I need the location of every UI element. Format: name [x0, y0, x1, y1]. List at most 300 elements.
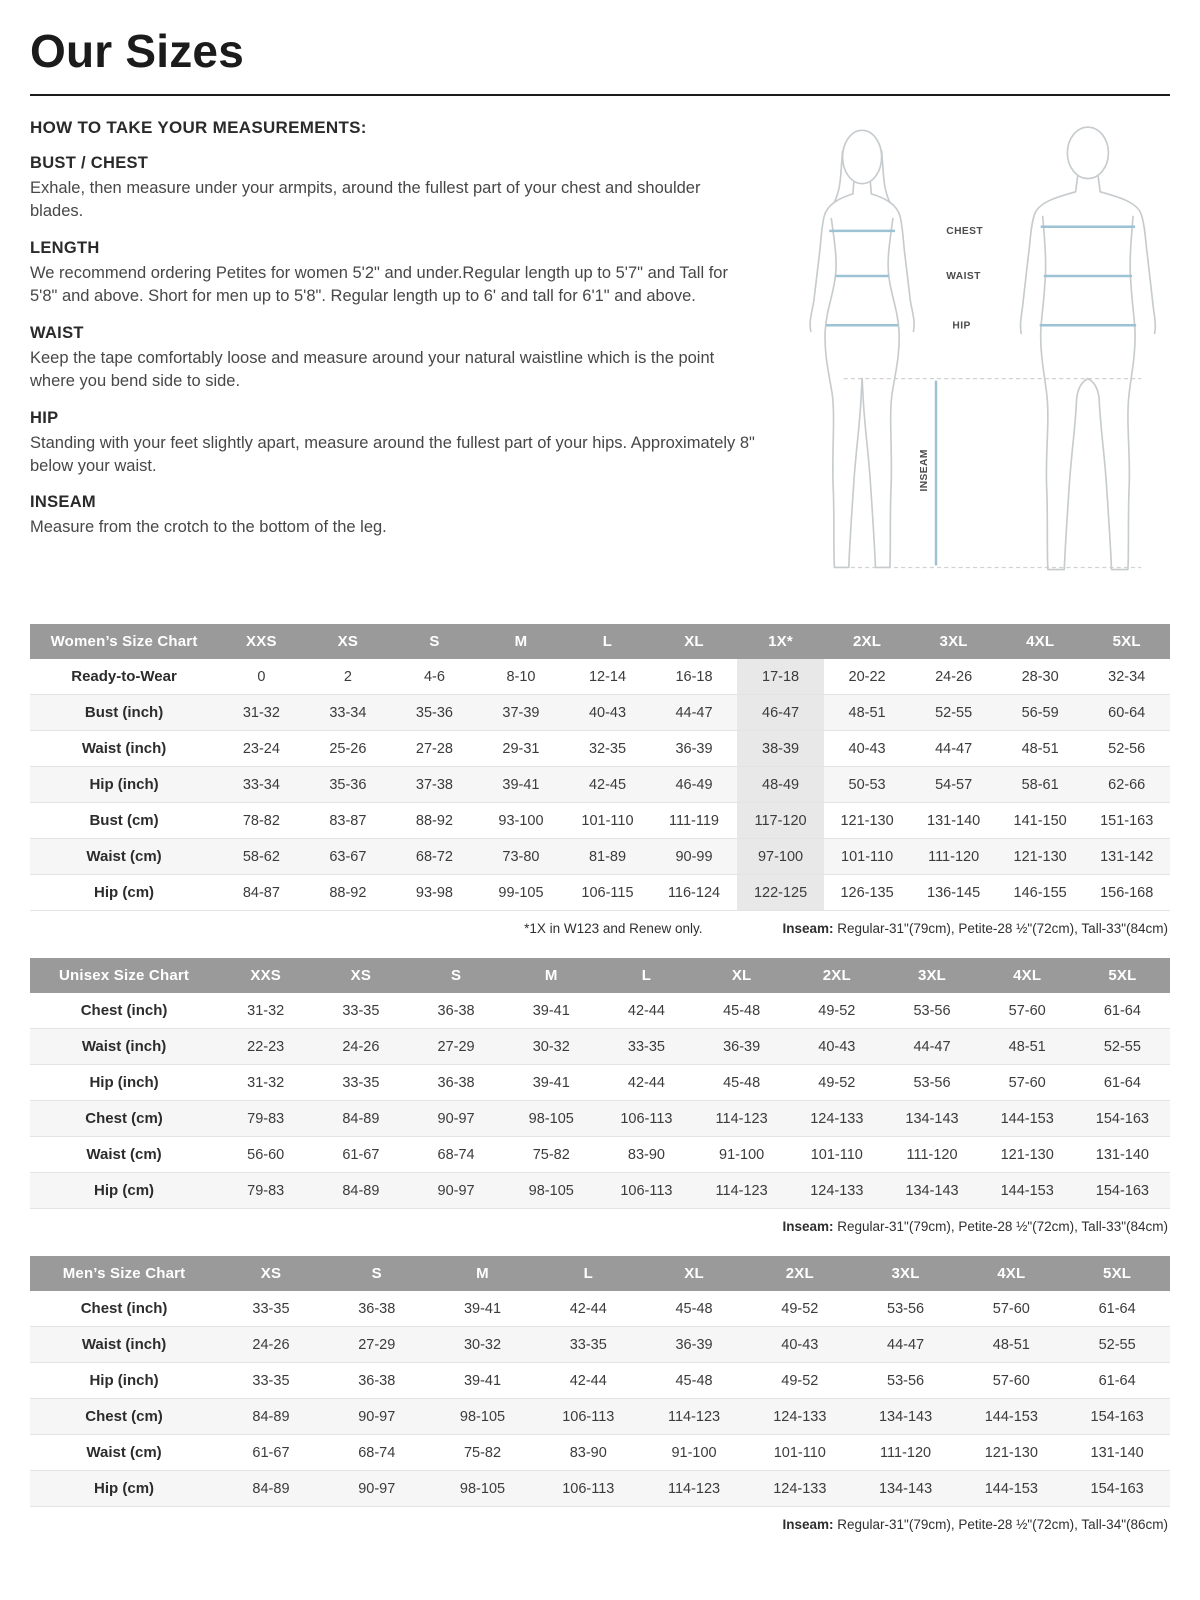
size-value-cell: 38-39 [737, 731, 824, 767]
size-value-cell: 134-143 [905, 1110, 959, 1127]
size-value-cell: 16-18 [675, 668, 713, 685]
size-value-cell: 78-82 [242, 812, 280, 829]
size-column-header: L [564, 624, 651, 659]
table-header-row [30, 1256, 1170, 1291]
size-value-cell: 91-100 [719, 1146, 765, 1163]
size-value-cell: 154-163 [1090, 1480, 1144, 1497]
section-text: We recommend ordering Petites for women 5'2" and under.Regular length up to 5'7" and Tall for 5'8" and above. Short for men up to 5'8". Regular length up to 6' and tall for 6'1" and above. [30, 263, 728, 306]
size-value-cell: 90-97 [358, 1480, 396, 1497]
size-value-cell: 61-64 [1098, 1300, 1136, 1317]
size-column-header: M [430, 1256, 536, 1291]
table-row [30, 731, 1170, 767]
size-value-cell: 131-140 [1090, 1444, 1144, 1461]
row-label: Waist (cm) [86, 1146, 162, 1164]
section-text: Keep the tape comfortably loose and measure around your natural waistline which is the point where you bend side to side. [30, 348, 715, 391]
table-row [30, 659, 1170, 695]
table-row [30, 1029, 1170, 1065]
size-value-cell: 144-153 [984, 1408, 1038, 1425]
size-value-cell: 33-35 [342, 1074, 380, 1091]
size-value-cell: 37-39 [502, 704, 540, 721]
footnote: Inseam: Regular-31"(79cm), Petite-28 ½"(72cm), Tall-33"(84cm) [782, 921, 1168, 937]
size-value-cell: 48-51 [992, 1336, 1030, 1353]
table-title: Unisex Size Chart [30, 958, 218, 993]
size-value-cell: 68-72 [415, 848, 453, 865]
size-value-cell: 121-130 [840, 812, 894, 829]
size-value-cell: 144-153 [1000, 1110, 1054, 1127]
size-column-header: L [599, 958, 694, 993]
measurement-instructions [30, 116, 756, 602]
size-value-cell: 144-153 [984, 1480, 1038, 1497]
size-value-cell: 131-140 [927, 812, 981, 829]
size-value-cell: 79-83 [247, 1182, 285, 1199]
size-value-cell: 151-163 [1100, 812, 1154, 829]
size-value-cell: 91-100 [671, 1444, 717, 1461]
size-value-cell: 97-100 [737, 839, 824, 875]
size-value-cell: 88-92 [329, 884, 367, 901]
waist-diagram-label: WAIST [946, 271, 981, 283]
size-value-cell: 61-64 [1103, 1074, 1141, 1091]
size-value-cell: 33-35 [569, 1336, 607, 1353]
section-hip [30, 409, 756, 479]
size-value-cell: 68-74 [358, 1444, 396, 1461]
size-value-cell: 106-113 [562, 1408, 615, 1425]
size-value-cell: 111-120 [928, 848, 980, 865]
footnote: Inseam: Regular-31"(79cm), Petite-28 ½"(72cm), Tall-34"(86cm) [782, 1517, 1168, 1533]
size-value-cell: 101-110 [810, 1146, 863, 1163]
size-value-cell: 83-87 [329, 812, 367, 829]
section-inseam [30, 493, 756, 539]
size-value-cell: 36-38 [358, 1300, 396, 1317]
size-value-cell: 61-64 [1103, 1002, 1141, 1019]
size-column-header: 2XL [824, 624, 911, 659]
size-value-cell: 111-119 [669, 812, 720, 829]
size-value-cell: 56-60 [247, 1146, 285, 1163]
section-waist [30, 324, 756, 394]
size-value-cell: 57-60 [1008, 1002, 1046, 1019]
instructions-heading: HOW TO TAKE YOUR MEASUREMENTS: [30, 118, 367, 137]
size-value-cell: 42-44 [627, 1002, 665, 1019]
size-value-cell: 57-60 [992, 1372, 1030, 1389]
size-value-cell: 44-47 [675, 704, 713, 721]
size-value-cell: 27-28 [415, 740, 453, 757]
size-value-cell: 75-82 [532, 1146, 570, 1163]
size-value-cell: 4-6 [423, 668, 445, 685]
size-value-cell: 62-66 [1108, 776, 1146, 793]
size-value-cell: 54-57 [935, 776, 973, 793]
size-column-header: 5XL [1075, 958, 1170, 993]
size-value-cell: 36-39 [675, 740, 713, 757]
section-bust-chest [30, 154, 756, 224]
size-value-cell: 111-120 [880, 1444, 932, 1461]
size-value-cell: 114-123 [715, 1182, 768, 1199]
size-value-cell: 35-36 [329, 776, 367, 793]
size-value-cell: 84-89 [342, 1182, 380, 1199]
size-value-cell: 29-31 [502, 740, 540, 757]
table-row [30, 1363, 1170, 1399]
table-row [30, 1137, 1170, 1173]
size-value-cell: 39-41 [463, 1372, 502, 1389]
men-s-size-chart-table [30, 1256, 1170, 1507]
table-row [30, 839, 1170, 875]
size-value-cell: 156-168 [1100, 884, 1154, 901]
size-value-cell: 58-61 [1021, 776, 1059, 793]
size-value-cell: 121-130 [984, 1444, 1038, 1461]
size-value-cell: 52-55 [1103, 1038, 1141, 1055]
row-label: Bust (cm) [89, 812, 159, 830]
footnote: Inseam: Regular-31"(79cm), Petite-28 ½"(72cm), Tall-33"(84cm) [782, 1219, 1168, 1235]
row-label: Waist (cm) [86, 848, 162, 866]
size-value-cell: 93-100 [498, 812, 544, 829]
size-value-cell: 90-99 [675, 848, 713, 865]
size-value-cell: 146-155 [1013, 884, 1067, 901]
row-label: Waist (inch) [81, 740, 167, 758]
size-value-cell: 99-105 [498, 884, 544, 901]
size-value-cell: 98-105 [459, 1480, 506, 1497]
size-value-cell: 32-35 [588, 740, 627, 757]
unisex-size-chart-table [30, 958, 1170, 1209]
size-value-cell: 61-64 [1098, 1372, 1136, 1389]
size-value-cell: 121-130 [1000, 1146, 1054, 1163]
size-value-cell: 141-150 [1013, 812, 1067, 829]
size-value-cell: 111-120 [906, 1146, 958, 1163]
size-value-cell: 131-142 [1100, 848, 1154, 865]
size-value-cell: 52-55 [1098, 1336, 1136, 1353]
size-value-cell: 45-48 [723, 1002, 761, 1019]
size-value-cell: 25-26 [329, 740, 367, 757]
table-row [30, 1327, 1170, 1363]
section-length [30, 239, 756, 309]
size-value-cell: 101-110 [773, 1444, 826, 1461]
size-value-cell: 83-90 [569, 1444, 607, 1461]
size-value-cell: 63-67 [329, 848, 367, 865]
size-value-cell: 124-133 [810, 1110, 864, 1127]
size-value-cell: 24-26 [342, 1038, 380, 1055]
size-column-header: XL [641, 1256, 747, 1291]
size-value-cell: 98-105 [459, 1408, 506, 1425]
title-divider [30, 94, 1170, 96]
row-label: Waist (inch) [81, 1038, 167, 1056]
size-value-cell: 90-97 [437, 1110, 475, 1127]
size-value-cell: 40-43 [848, 740, 886, 757]
size-value-cell: 49-52 [818, 1002, 856, 1019]
size-value-cell: 30-32 [463, 1336, 502, 1353]
size-value-cell: 53-56 [913, 1074, 951, 1091]
size-value-cell: 12-14 [588, 668, 627, 685]
size-value-cell: 24-26 [252, 1336, 290, 1353]
size-column-header: M [478, 624, 565, 659]
section-text: Exhale, then measure under your armpits, around the fullest part of your chest and shoulder blades. [30, 179, 701, 221]
table-row [30, 1399, 1170, 1435]
size-column-header: L [535, 1256, 641, 1291]
table-row [30, 767, 1170, 803]
size-value-cell: 33-34 [242, 776, 280, 793]
size-value-cell: 44-47 [935, 740, 973, 757]
size-column-header: S [324, 1256, 430, 1291]
size-column-header: 5XL [1064, 1256, 1170, 1291]
table-row [30, 695, 1170, 731]
size-value-cell: 114-123 [667, 1480, 721, 1497]
size-column-header: 2XL [747, 1256, 853, 1291]
table-header-row [30, 958, 1170, 993]
size-value-cell: 90-97 [437, 1182, 475, 1199]
row-label: Ready-to-Wear [71, 668, 177, 686]
size-value-cell: 61-67 [252, 1444, 290, 1461]
size-value-cell: 42-45 [588, 776, 627, 793]
size-value-cell: 48-51 [848, 704, 886, 721]
size-column-header: XS [305, 624, 392, 659]
size-value-cell: 31-32 [242, 704, 280, 721]
size-value-cell: 8-10 [506, 668, 536, 685]
size-value-cell: 134-143 [878, 1408, 933, 1425]
women-s-size-chart-table [30, 624, 1170, 911]
size-value-cell: 49-52 [781, 1372, 819, 1389]
row-label: Hip (cm) [94, 1480, 155, 1498]
woman-figure [810, 130, 914, 567]
size-value-cell: 101-110 [581, 812, 634, 829]
row-label: Bust (inch) [84, 704, 164, 722]
size-value-cell: 57-60 [1008, 1074, 1046, 1091]
section-title: HIP [30, 408, 59, 427]
size-value-cell: 40-43 [781, 1336, 819, 1353]
size-value-cell: 44-47 [887, 1336, 925, 1353]
section-text: Standing with your feet slightly apart, measure around the fullest part of your hips. Approximately 8" below your waist. [30, 433, 755, 475]
size-value-cell: 30-32 [532, 1038, 570, 1055]
row-label: Chest (cm) [85, 1408, 163, 1426]
size-value-cell: 136-145 [927, 884, 981, 901]
size-value-cell: 24-26 [935, 668, 973, 685]
size-value-cell: 33-35 [252, 1372, 290, 1389]
size-value-cell: 32-34 [1108, 668, 1146, 685]
size-value-cell: 33-35 [252, 1300, 290, 1317]
size-value-cell: 124-133 [773, 1480, 827, 1497]
size-column-header: 3XL [884, 958, 979, 993]
size-value-cell: 49-52 [781, 1300, 819, 1317]
table-row [30, 1173, 1170, 1209]
size-value-cell: 27-29 [437, 1038, 475, 1055]
size-column-header: 4XL [997, 624, 1084, 659]
table-header-row [30, 624, 1170, 659]
size-value-cell: 124-133 [810, 1182, 864, 1199]
size-value-cell: 126-135 [840, 884, 894, 901]
size-value-cell: 101-110 [841, 848, 894, 865]
size-value-cell: 36-38 [437, 1002, 475, 1019]
size-value-cell: 81-89 [588, 848, 627, 865]
table-row [30, 1101, 1170, 1137]
size-value-cell: 33-35 [342, 1002, 380, 1019]
row-label: Waist (cm) [86, 1444, 162, 1462]
table-row [30, 803, 1170, 839]
size-value-cell: 0 [257, 668, 266, 685]
size-value-cell: 31-32 [247, 1002, 285, 1019]
row-label: Chest (inch) [80, 1300, 168, 1318]
size-value-cell: 50-53 [848, 776, 886, 793]
table-row [30, 875, 1170, 911]
size-column-header: S [408, 958, 503, 993]
size-value-cell: 36-38 [437, 1074, 475, 1091]
size-value-cell: 122-125 [737, 875, 824, 911]
size-value-cell: 37-38 [415, 776, 453, 793]
size-value-cell: 75-82 [463, 1444, 502, 1461]
size-value-cell: 39-41 [532, 1002, 570, 1019]
size-value-cell: 116-124 [667, 884, 721, 901]
size-value-cell: 98-105 [528, 1182, 574, 1199]
size-column-header: XL [651, 624, 738, 659]
table-row [30, 1471, 1170, 1507]
size-value-cell: 56-59 [1021, 704, 1059, 721]
man-figure [1020, 127, 1155, 569]
size-value-cell: 58-62 [242, 848, 280, 865]
size-value-cell: 79-83 [247, 1110, 285, 1127]
size-value-cell: 49-52 [818, 1074, 856, 1091]
section-title: INSEAM [30, 493, 96, 512]
size-value-cell: 20-22 [848, 668, 886, 685]
section-text: Measure from the crotch to the bottom of the leg. [30, 518, 387, 537]
measurements-area [30, 116, 1170, 602]
size-column-header: XL [694, 958, 789, 993]
table-row [30, 1291, 1170, 1327]
size-value-cell: 17-18 [737, 659, 824, 695]
size-column-header: 3XL [853, 1256, 959, 1291]
footnote: *1X in W123 and Renew only. [524, 921, 703, 937]
size-value-cell: 144-153 [1000, 1182, 1054, 1199]
size-value-cell: 134-143 [878, 1480, 933, 1497]
size-value-cell: 117-120 [737, 803, 824, 839]
table-footnotes [32, 921, 1168, 936]
size-value-cell: 23-24 [242, 740, 280, 757]
row-label: Hip (inch) [89, 776, 159, 794]
size-column-header: XS [218, 1256, 324, 1291]
size-value-cell: 84-89 [342, 1110, 380, 1127]
size-value-cell: 42-44 [627, 1074, 665, 1091]
size-column-header: 4XL [980, 958, 1075, 993]
size-value-cell: 42-44 [569, 1300, 607, 1317]
size-value-cell: 45-48 [723, 1074, 761, 1091]
size-value-cell: 121-130 [1013, 848, 1067, 865]
size-column-header: 4XL [958, 1256, 1064, 1291]
size-value-cell: 106-113 [620, 1182, 673, 1199]
size-value-cell: 48-51 [1008, 1038, 1046, 1055]
chest-diagram-label: CHEST [946, 225, 984, 237]
size-value-cell: 114-123 [715, 1110, 768, 1127]
size-value-cell: 106-113 [562, 1480, 615, 1497]
size-value-cell: 33-34 [329, 704, 367, 721]
size-value-cell: 134-143 [905, 1182, 959, 1199]
size-value-cell: 52-56 [1108, 740, 1146, 757]
size-value-cell: 124-133 [773, 1408, 827, 1425]
table-row [30, 993, 1170, 1029]
size-value-cell: 42-44 [569, 1372, 607, 1389]
size-value-cell: 53-56 [913, 1002, 951, 1019]
size-value-cell: 35-36 [415, 704, 453, 721]
size-value-cell: 46-49 [675, 776, 713, 793]
size-value-cell: 84-89 [252, 1408, 290, 1425]
size-value-cell: 45-48 [675, 1372, 713, 1389]
hip-diagram-label: HIP [952, 320, 971, 332]
section-title: WAIST [30, 323, 84, 342]
size-value-cell: 39-41 [502, 776, 540, 793]
row-label: Waist (inch) [81, 1336, 167, 1354]
size-value-cell: 84-87 [242, 884, 280, 901]
size-column-header: M [504, 958, 599, 993]
size-column-header: XS [313, 958, 408, 993]
row-label: Chest (inch) [80, 1002, 168, 1020]
body-figures-illustration [780, 120, 1170, 602]
table-row [30, 1435, 1170, 1471]
size-column-header: 5XL [1083, 624, 1170, 659]
inseam-diagram-label: INSEAM [918, 449, 930, 492]
row-label: Hip (inch) [89, 1372, 159, 1390]
size-value-cell: 36-38 [358, 1372, 396, 1389]
unisex-size-chart-section [30, 958, 1170, 1234]
size-value-cell: 48-49 [737, 767, 824, 803]
page-title: Our Sizes [30, 25, 244, 77]
size-column-header: 2XL [789, 958, 884, 993]
size-value-cell: 57-60 [992, 1300, 1030, 1317]
table-footnotes [32, 1219, 1168, 1234]
size-value-cell: 39-41 [463, 1300, 502, 1317]
size-value-cell: 2 [343, 668, 352, 685]
table-title: Men’s Size Chart [30, 1256, 218, 1291]
size-value-cell: 84-89 [252, 1480, 290, 1497]
section-title: LENGTH [30, 238, 100, 257]
table-title: Women’s Size Chart [30, 624, 218, 659]
size-value-cell: 154-163 [1095, 1110, 1149, 1127]
row-label: Hip (cm) [94, 1182, 155, 1200]
size-value-cell: 39-41 [532, 1074, 570, 1091]
row-label: Chest (cm) [85, 1110, 163, 1128]
size-value-cell: 154-163 [1095, 1182, 1149, 1199]
table-row [30, 1065, 1170, 1101]
size-value-cell: 45-48 [675, 1300, 713, 1317]
size-value-cell: 114-123 [667, 1408, 721, 1425]
size-value-cell: 52-55 [935, 704, 973, 721]
section-title: BUST / CHEST [30, 154, 149, 172]
size-value-cell: 46-47 [737, 695, 824, 731]
mens-size-chart-section [30, 1256, 1170, 1532]
size-value-cell: 93-98 [415, 884, 453, 901]
size-value-cell: 36-39 [723, 1038, 761, 1055]
size-value-cell: 53-56 [887, 1372, 925, 1389]
size-value-cell: 40-43 [588, 704, 627, 721]
size-value-cell: 22-23 [247, 1038, 285, 1055]
size-value-cell: 36-39 [675, 1336, 713, 1353]
size-value-cell: 83-90 [627, 1146, 665, 1163]
size-column-header: 1X* [737, 624, 824, 659]
size-column-header: S [391, 624, 478, 659]
size-value-cell: 40-43 [818, 1038, 856, 1055]
row-label: Hip (inch) [89, 1074, 159, 1092]
size-value-cell: 31-32 [247, 1074, 285, 1091]
size-column-header: 3XL [910, 624, 997, 659]
size-value-cell: 98-105 [528, 1110, 574, 1127]
size-value-cell: 60-64 [1108, 704, 1146, 721]
size-value-cell: 33-35 [627, 1038, 665, 1055]
size-value-cell: 44-47 [913, 1038, 951, 1055]
row-label: Hip (cm) [94, 884, 155, 902]
size-value-cell: 90-97 [358, 1408, 396, 1425]
table-footnotes [32, 1517, 1168, 1532]
size-value-cell: 28-30 [1021, 668, 1059, 685]
size-value-cell: 88-92 [415, 812, 453, 829]
size-value-cell: 27-29 [358, 1336, 396, 1353]
size-value-cell: 48-51 [1021, 740, 1059, 757]
size-value-cell: 106-115 [581, 884, 634, 901]
womens-size-chart-section [30, 624, 1170, 936]
size-value-cell: 73-80 [502, 848, 540, 865]
size-value-cell: 106-113 [620, 1110, 673, 1127]
size-column-header: XXS [218, 958, 313, 993]
size-value-cell: 68-74 [437, 1146, 475, 1163]
